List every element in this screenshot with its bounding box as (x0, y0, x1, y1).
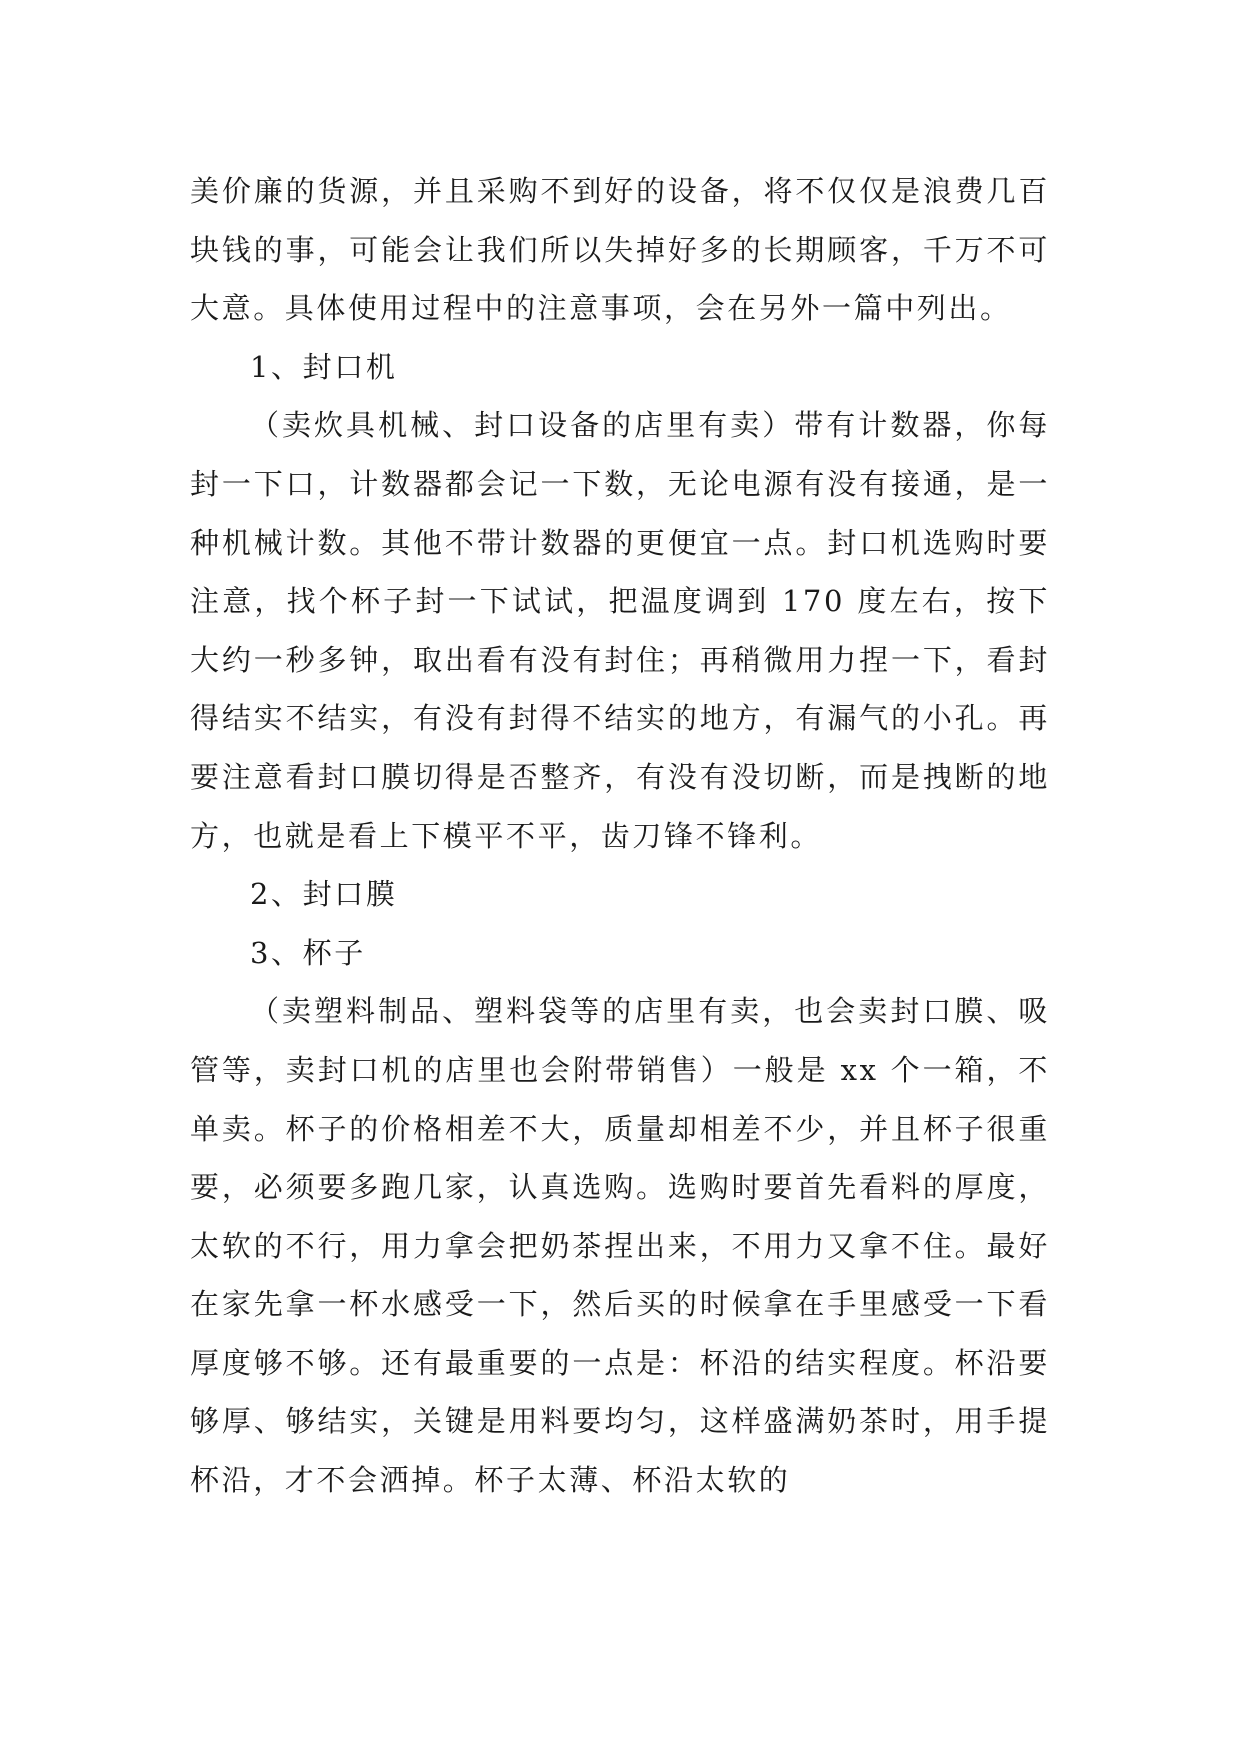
section-heading-sealer: 1、封口机 (250, 349, 398, 384)
section-heading-cups: 3、杯子 (250, 935, 366, 970)
document-page (190, 162, 1050, 1510)
section-heading-sealing-film: 2、封口膜 (250, 877, 398, 912)
body-paragraph: （卖炊具机械、封口设备的店里有卖）带有计数器，你每封一下口，计数器都会记一下数，无论电源有没有接通，是一种机械计数。其他不带计数器的更便宜一点。封口机选购时要注意，找个杯子封一下试试，把温度调到 170 度左右，按下大约一秒多钟，取出看有没有封住；再稍微用力捏一下，看封得结实不结实，有没有封得不结实的地方，有漏气的小孔。再要注意看封口膜切得是否整齐，有没有没切断，而是拽断的地方，也就是看上下模平不平，齿刀锋不锋利。 (190, 408, 1050, 853)
body-paragraph: 美价廉的货源，并且采购不到好的设备，将不仅仅是浪费几百块钱的事，可能会让我们所以失掉好多的长期顾客，千万不可大意。具体使用过程中的注意事项，会在另外一篇中列出。 (190, 174, 1050, 326)
body-paragraph: （卖塑料制品、塑料袋等的店里有卖，也会卖封口膜、吸管等，卖封口机的店里也会附带销售）一般是 xx 个一箱，不单卖。杯子的价格相差不大，质量却相差不少，并且杯子很重要，必须要多跑几家，认真选购。选购时要首先看料的厚度，太软的不行，用力拿会把奶茶捏出来，不用力又拿不住。最好在家先拿一杯水感受一下，然后买的时候拿在手里感受一下看厚度够不够。还有最重要的一点是：杯沿的结实程度。杯沿要够厚、够结实，关键是用料要均匀，这样盛满奶茶时，用手提杯沿，才不会洒掉。杯子太薄、杯沿太软的 (190, 994, 1050, 1498)
